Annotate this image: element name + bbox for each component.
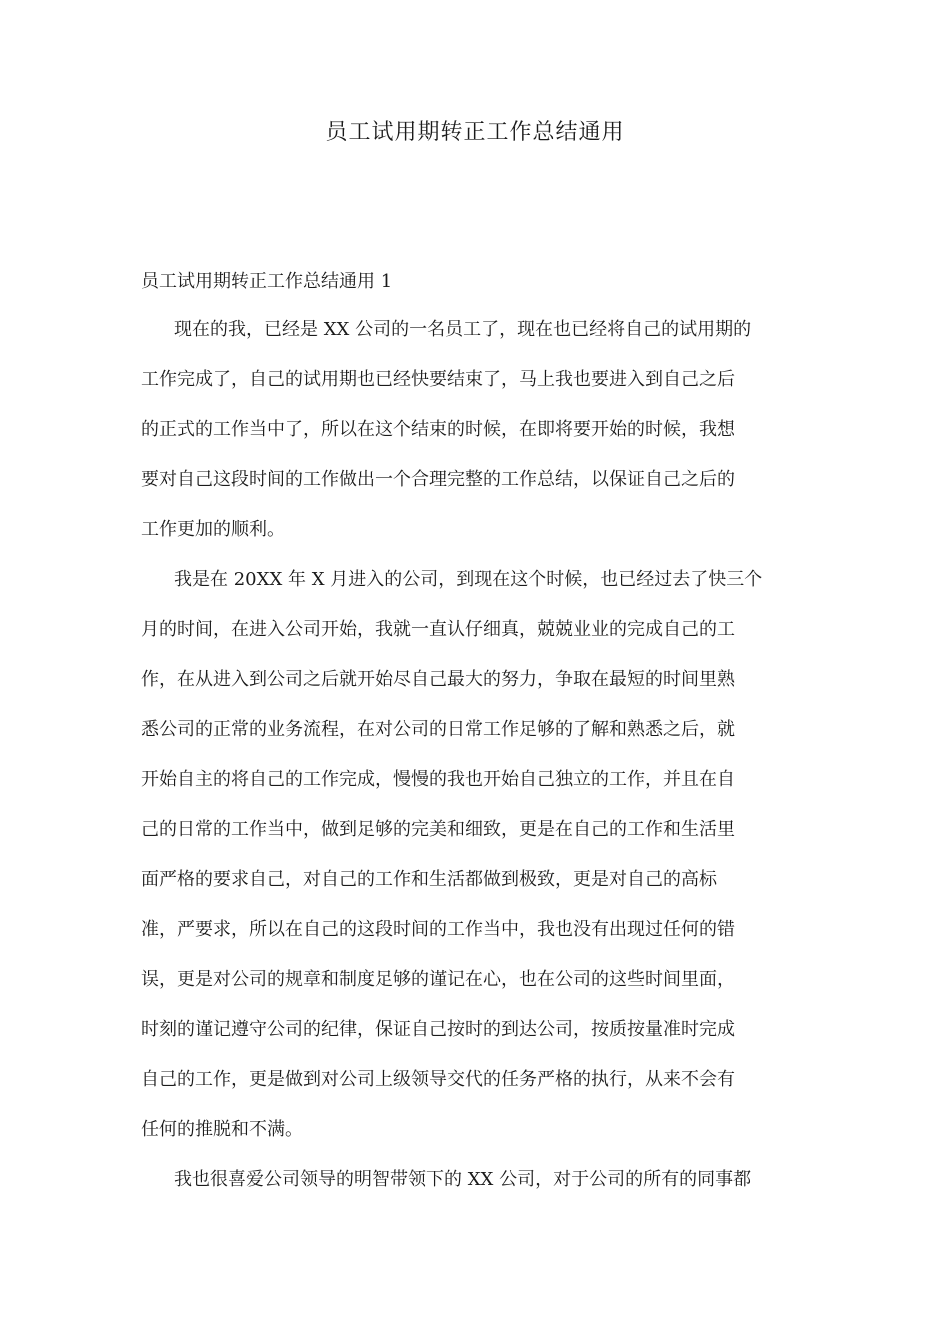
paragraph-line: 工作完成了，自己的试用期也已经快要结束了，马上我也要进入到自己之后 (141, 369, 735, 390)
paragraph-line: 准，严要求，所以在自己的这段时间的工作当中，我也没有出现过任何的错 (141, 919, 735, 940)
paragraph-line: 时刻的谨记遵守公司的纪律，保证自己按时的到达公司，按质按量准时完成 (141, 1019, 735, 1040)
paragraph-line: 自己的工作，更是做到对公司上级领导交代的任务严格的执行，从来不会有 (141, 1069, 735, 1090)
paragraph-line: 月的时间，在进入公司开始，我就一直认仔细真，兢兢业业的完成自己的工 (141, 619, 735, 640)
paragraph-line: 我也很喜爱公司领导的明智带领下的 XX 公司，对于公司的所有的同事都 (174, 1169, 752, 1190)
paragraph-line: 现在的我，已经是 XX 公司的一名员工了，现在也已经将自己的试用期的 (174, 319, 752, 340)
paragraph-line: 悉公司的正常的业务流程，在对公司的日常工作足够的了解和熟悉之后，就 (141, 719, 735, 740)
paragraph-line: 误，更是对公司的规章和制度足够的谨记在心，也在公司的这些时间里面， (141, 969, 735, 990)
paragraph-line: 工作更加的顺利。 (141, 519, 285, 540)
paragraph-line: 我是在 20XX 年 X 月进入的公司，到现在这个时候，也已经过去了快三个 (174, 569, 763, 590)
document-title: 员工试用期转正工作总结通用 (325, 120, 625, 145)
paragraph-line: 的正式的工作当中了，所以在这个结束的时候，在即将要开始的时候，我想 (141, 419, 735, 440)
paragraph-line: 开始自主的将自己的工作完成，慢慢的我也开始自己独立的工作，并且在自 (141, 769, 735, 790)
section-heading: 员工试用期转正工作总结通用 1 (141, 271, 393, 292)
paragraph-line: 作，在从进入到公司之后就开始尽自己最大的努力，争取在最短的时间里熟 (141, 669, 735, 690)
paragraph-line: 要对自己这段时间的工作做出一个合理完整的工作总结，以保证自己之后的 (141, 469, 735, 490)
paragraph-line: 己的日常的工作当中，做到足够的完美和细致，更是在自己的工作和生活里 (141, 819, 735, 840)
paragraph-line: 任何的推脱和不满。 (141, 1119, 303, 1140)
paragraph-line: 面严格的要求自己，对自己的工作和生活都做到极致，更是对自己的高标 (141, 869, 717, 890)
